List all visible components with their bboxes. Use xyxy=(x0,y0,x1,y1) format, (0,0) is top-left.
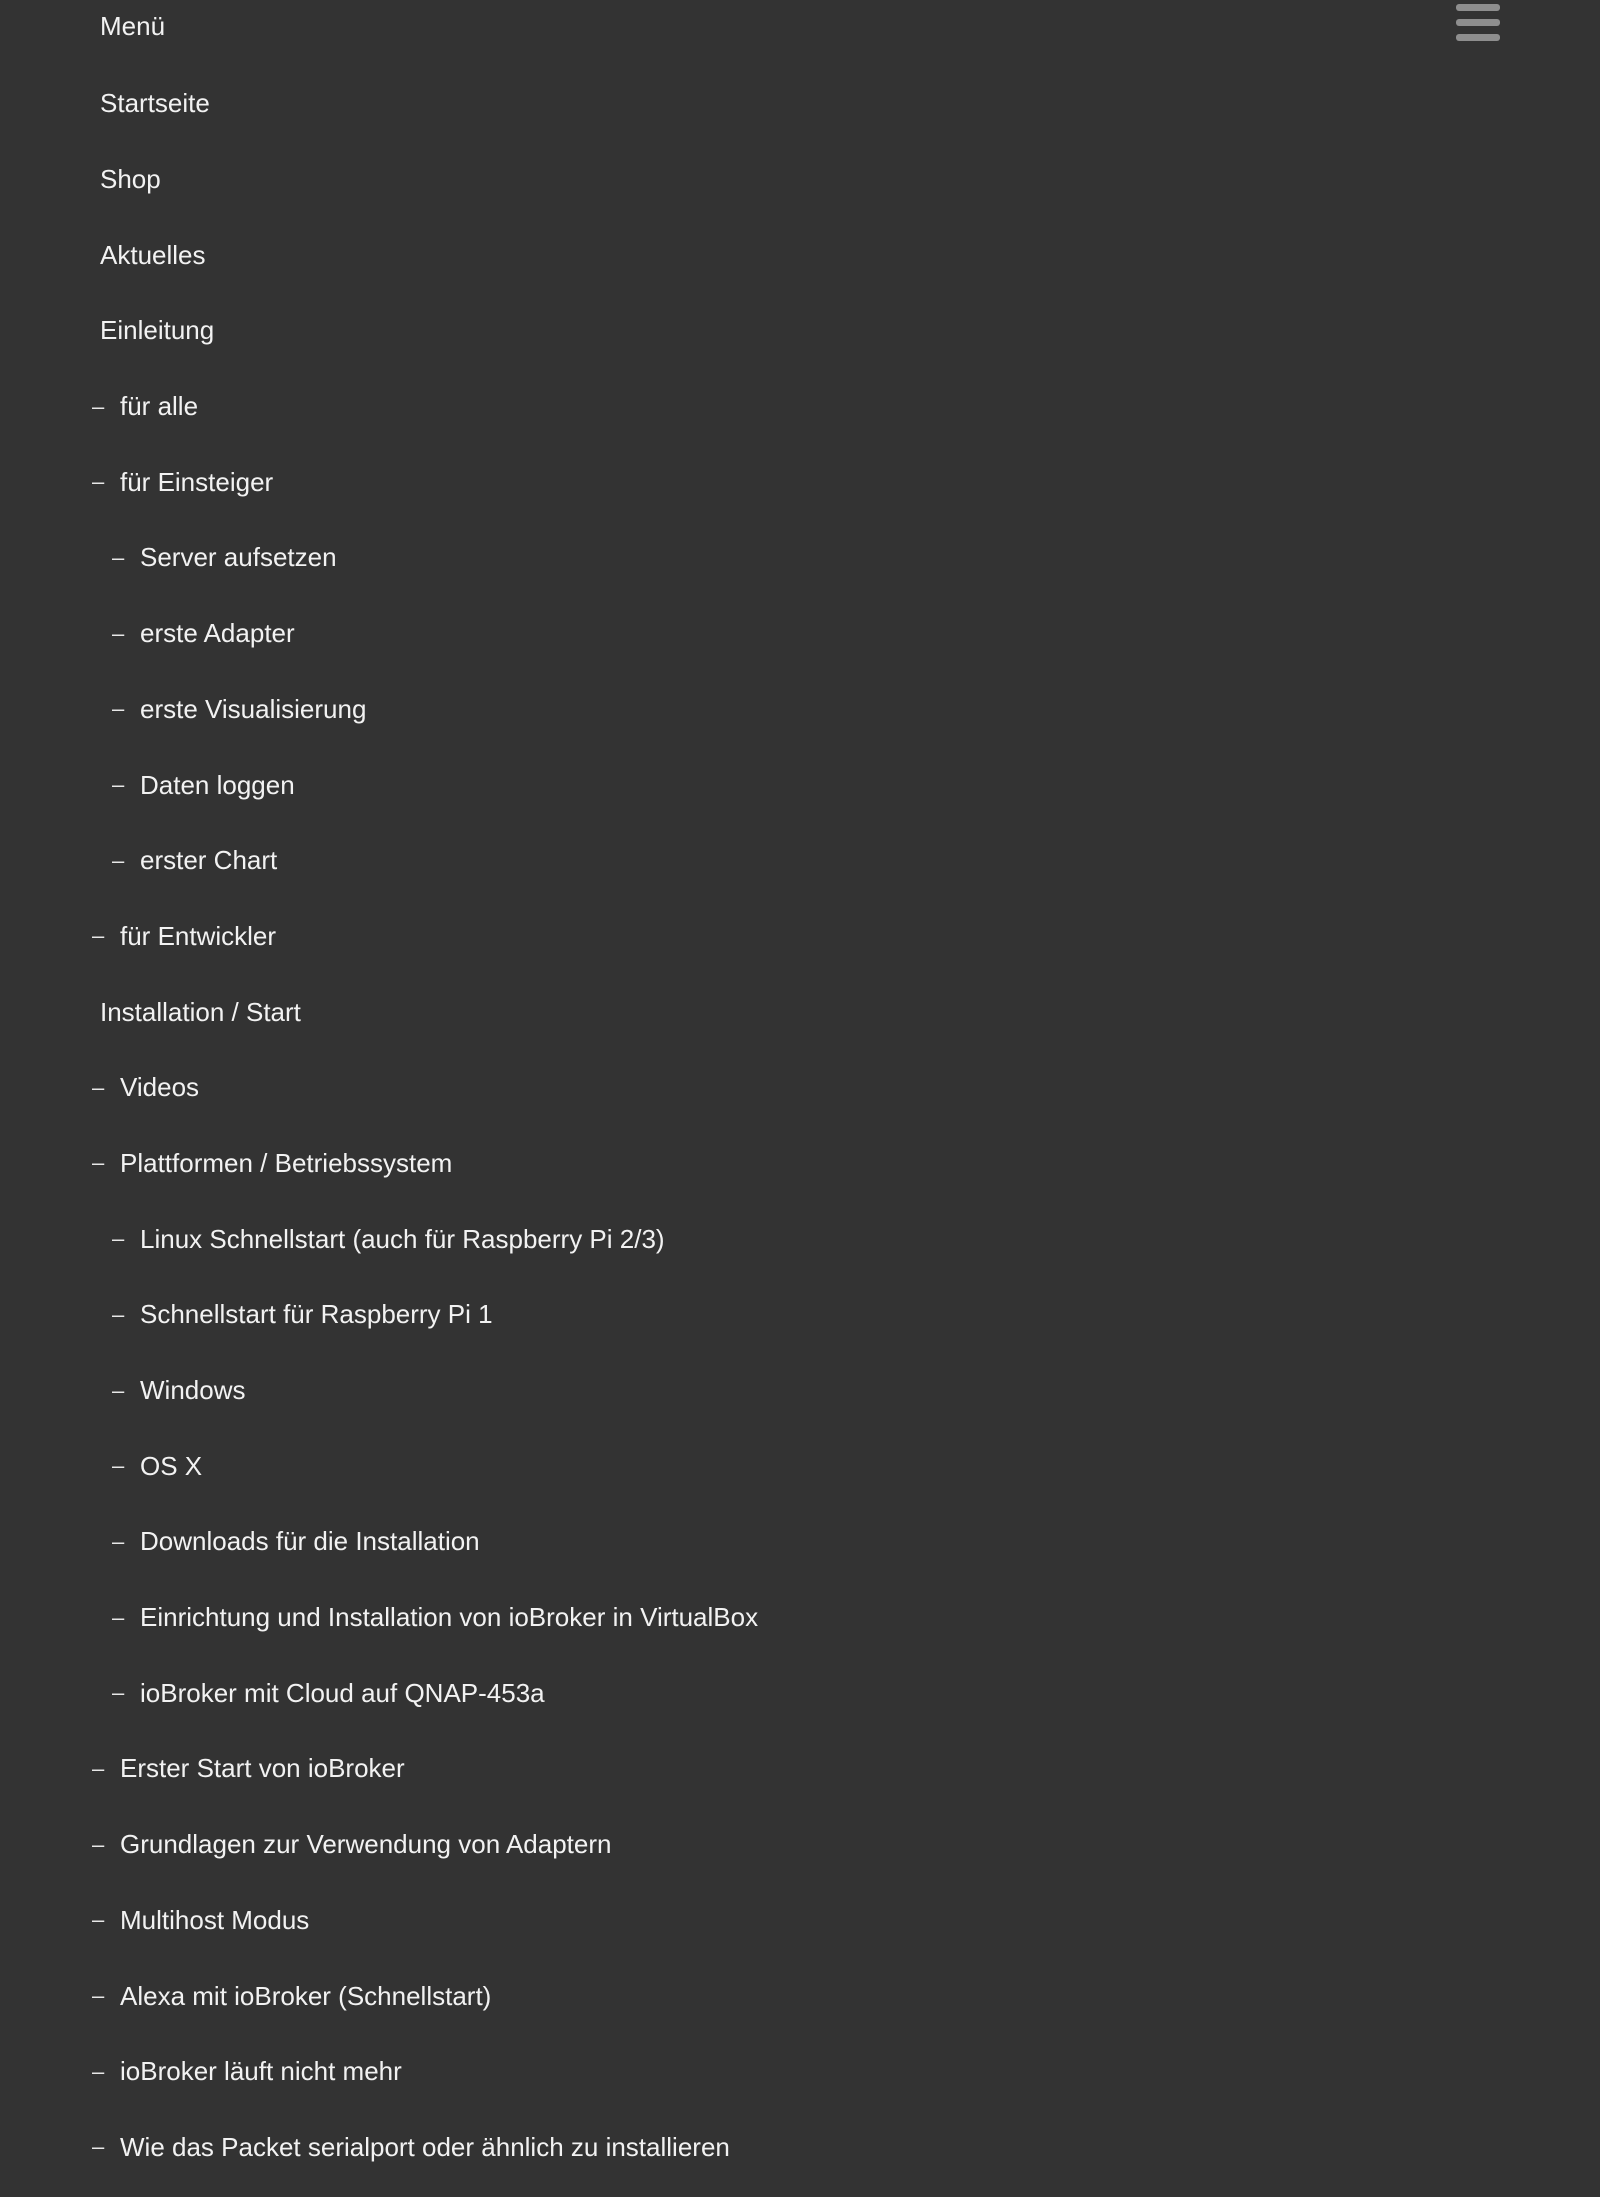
menu-item-label: Daten loggen xyxy=(140,769,295,800)
submenu-dash-icon: – xyxy=(92,1983,105,2009)
menu-item-label: OS X xyxy=(140,1450,203,1481)
submenu-dash-icon: – xyxy=(112,696,125,722)
submenu-dash-icon: – xyxy=(92,2134,105,2160)
menu-item-label: Alexa mit ioBroker (Schnellstart) xyxy=(120,1980,492,2011)
submenu-dash-icon: – xyxy=(112,1377,125,1403)
hamburger-bar xyxy=(1456,19,1500,26)
menu-item[interactable] xyxy=(0,1277,1600,1353)
menu-item[interactable] xyxy=(0,66,1600,142)
menu-item-label: Installation / Start xyxy=(100,996,301,1027)
menu-item-label: Plattformen / Betriebssystem xyxy=(120,1147,453,1178)
submenu-dash-icon: – xyxy=(92,1831,105,1857)
submenu-dash-icon: – xyxy=(112,1453,125,1479)
menu-item[interactable] xyxy=(0,1580,1600,1656)
menu-item[interactable] xyxy=(0,1201,1600,1277)
submenu-dash-icon: – xyxy=(92,1907,105,1933)
menu-item[interactable] xyxy=(0,1807,1600,1883)
submenu-dash-icon: – xyxy=(92,2058,105,2084)
menu-item-label: für alle xyxy=(120,391,199,422)
menu-item[interactable] xyxy=(0,369,1600,445)
menu-item-label: ioBroker läuft nicht mehr xyxy=(120,2056,402,2087)
menu-item[interactable] xyxy=(0,1883,1600,1959)
menu-item-label: Linux Schnellstart (auch für Raspberry Pi 2/3) xyxy=(140,1223,665,1254)
menu-item-label: Startseite xyxy=(100,88,210,119)
menu-item[interactable] xyxy=(0,142,1600,218)
menu-item[interactable] xyxy=(0,1958,1600,2034)
submenu-dash-icon: – xyxy=(112,847,125,873)
menu-item-label: Wie das Packet serialport oder ähnlich zu installieren xyxy=(120,2131,730,2162)
submenu-dash-icon: – xyxy=(92,1150,105,1176)
submenu-dash-icon: – xyxy=(112,1528,125,1554)
menu-item[interactable] xyxy=(0,899,1600,975)
menu-item-label: Schnellstart für Raspberry Pi 1 xyxy=(140,1299,493,1330)
submenu-dash-icon: – xyxy=(112,772,125,798)
menu-item[interactable] xyxy=(0,1428,1600,1504)
submenu-dash-icon: – xyxy=(92,469,105,495)
submenu-dash-icon: – xyxy=(112,1604,125,1630)
submenu-dash-icon: – xyxy=(112,1226,125,1252)
menu-item[interactable] xyxy=(0,823,1600,899)
hamburger-menu-icon[interactable] xyxy=(1456,4,1500,44)
menu-item[interactable] xyxy=(0,1731,1600,1807)
menu-item[interactable] xyxy=(0,596,1600,672)
menu-item-label: Einleitung xyxy=(100,315,215,346)
menu-item[interactable] xyxy=(0,1504,1600,1580)
menu-item-label: erste Visualisierung xyxy=(140,693,367,724)
menu-item-label: für Entwickler xyxy=(120,920,277,951)
menu-item-label: Erster Start von ioBroker xyxy=(120,1753,405,1784)
menu-item[interactable] xyxy=(0,293,1600,369)
submenu-dash-icon: – xyxy=(112,544,125,570)
menu-item-label: erste Adapter xyxy=(140,618,295,649)
submenu-dash-icon: – xyxy=(112,620,125,646)
navigation-menu xyxy=(0,66,1600,2185)
menu-item-label: Windows xyxy=(140,1375,246,1406)
submenu-dash-icon: – xyxy=(92,393,105,419)
submenu-dash-icon: – xyxy=(92,1755,105,1781)
menu-item-label: ioBroker mit Cloud auf QNAP-453a xyxy=(140,1677,545,1708)
menu-item-label: Server aufsetzen xyxy=(140,542,337,573)
menu-item[interactable] xyxy=(0,974,1600,1050)
menu-item[interactable] xyxy=(0,1050,1600,1126)
menu-item[interactable] xyxy=(0,672,1600,748)
menu-item-label: Downloads für die Installation xyxy=(140,1526,480,1557)
menu-item[interactable] xyxy=(0,2034,1600,2110)
menu-item-label: Aktuelles xyxy=(100,239,206,270)
menu-item[interactable] xyxy=(0,1126,1600,1202)
hamburger-bar xyxy=(1456,34,1500,41)
menu-title: Menü xyxy=(100,11,166,41)
menu-item[interactable] xyxy=(0,1353,1600,1429)
menu-item[interactable] xyxy=(0,520,1600,596)
menu-item[interactable] xyxy=(0,444,1600,520)
menu-item-label: Videos xyxy=(120,1072,200,1103)
hamburger-bar xyxy=(1456,4,1500,11)
menu-item[interactable] xyxy=(0,747,1600,823)
submenu-dash-icon: – xyxy=(112,1680,125,1706)
submenu-dash-icon: – xyxy=(92,923,105,949)
menu-item-label: Grundlagen zur Verwendung von Adaptern xyxy=(120,1829,612,1860)
submenu-dash-icon: – xyxy=(92,1074,105,1100)
menu-item[interactable] xyxy=(0,2110,1600,2186)
menu-item-label: Shop xyxy=(100,164,161,195)
menu-item-label: erster Chart xyxy=(140,845,278,876)
menu-item-label: Multihost Modus xyxy=(120,1904,310,1935)
menu-item-label: für Einsteiger xyxy=(120,466,274,497)
menu-item[interactable] xyxy=(0,1655,1600,1731)
menu-item-label: Einrichtung und Installation von ioBroker in VirtualBox xyxy=(140,1602,759,1633)
menu-item[interactable] xyxy=(0,217,1600,293)
submenu-dash-icon: – xyxy=(112,1301,125,1327)
